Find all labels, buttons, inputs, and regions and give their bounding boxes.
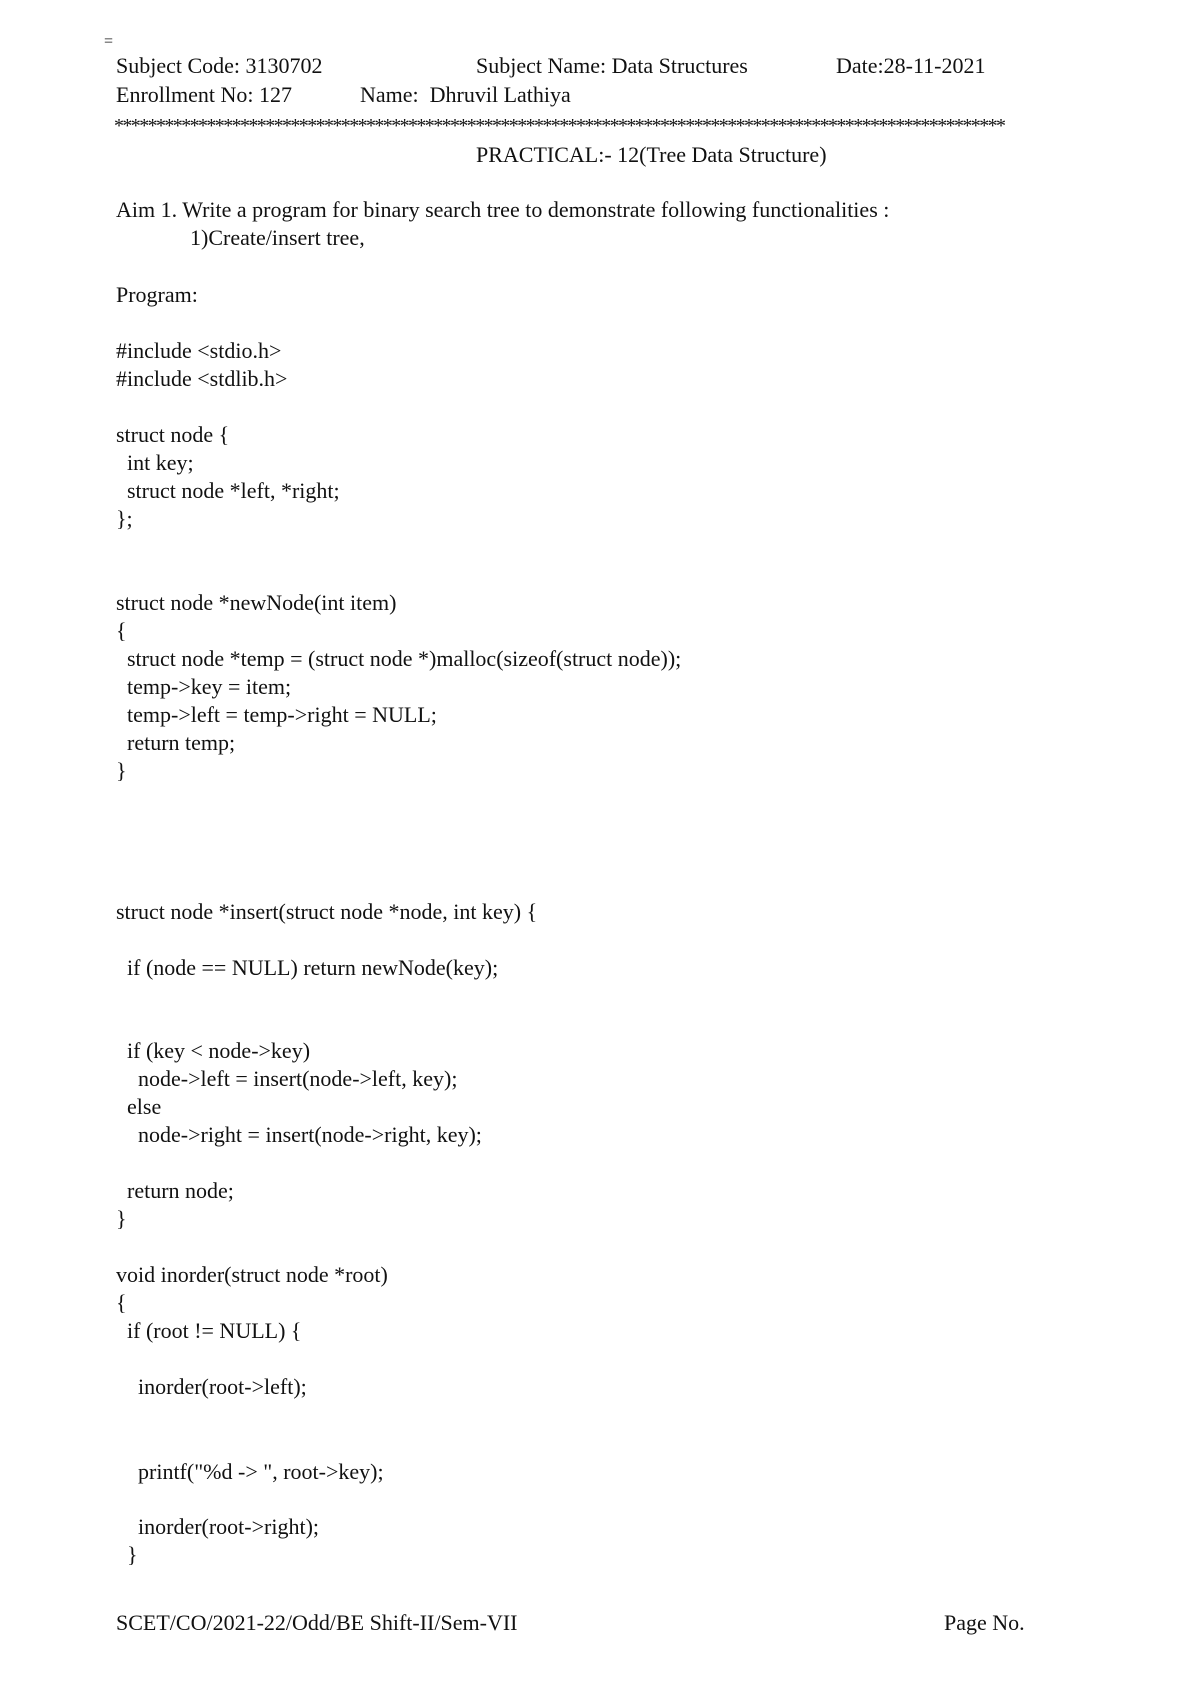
code-line: inorder(root->left); bbox=[116, 1374, 307, 1399]
code-line: return node; bbox=[116, 1178, 234, 1203]
code-line: return temp; bbox=[116, 730, 236, 755]
code-line: { bbox=[116, 618, 127, 643]
code-line: inorder(root->right); bbox=[116, 1514, 320, 1539]
code-line: } bbox=[116, 1206, 127, 1231]
code-line: if (root != NULL) { bbox=[116, 1318, 302, 1343]
code-line: } bbox=[116, 1542, 138, 1567]
code-line: temp->left = temp->right = NULL; bbox=[116, 702, 437, 727]
student-name: Name: Dhruvil Lathiya bbox=[360, 82, 571, 107]
program-label: Program: bbox=[116, 282, 198, 307]
code-line: printf("%d -> ", root->key); bbox=[116, 1459, 384, 1484]
separator-line: ********************************************************************************************************** bbox=[114, 116, 1005, 136]
enrollment-number: Enrollment No: 127 bbox=[116, 82, 292, 107]
code-line: void inorder(struct node *root) bbox=[116, 1262, 388, 1287]
code-line: #include <stdio.h> bbox=[116, 338, 282, 363]
code-line: if (node == NULL) return newNode(key); bbox=[116, 955, 499, 980]
aim-line-2: 1)Create/insert tree, bbox=[190, 225, 365, 250]
code-line: struct node *temp = (struct node *)malloc(sizeof(struct node)); bbox=[116, 646, 682, 671]
code-line: int key; bbox=[116, 450, 194, 475]
code-line: temp->key = item; bbox=[116, 674, 292, 699]
code-line: struct node { bbox=[116, 422, 230, 447]
code-line: node->right = insert(node->right, key); bbox=[116, 1122, 482, 1147]
code-line: struct node *insert(struct node *node, int key) { bbox=[116, 899, 538, 924]
subject-name: Subject Name: Data Structures bbox=[476, 53, 748, 78]
practical-title: PRACTICAL:- 12(Tree Data Structure) bbox=[476, 142, 827, 167]
aim-line-1: Aim 1. Write a program for binary search tree to demonstrate following functionalities : bbox=[116, 197, 890, 222]
footer-left: SCET/CO/2021-22/Odd/BE Shift-II/Sem-VII bbox=[116, 1610, 518, 1635]
page-number-label: Page No. bbox=[944, 1610, 1025, 1635]
corner-mark: = bbox=[104, 33, 114, 50]
code-line: } bbox=[116, 758, 127, 783]
code-line: }; bbox=[116, 506, 133, 531]
subject-code: Subject Code: 3130702 bbox=[116, 53, 323, 78]
code-line: node->left = insert(node->left, key); bbox=[116, 1066, 458, 1091]
code-line: if (key < node->key) bbox=[116, 1038, 311, 1063]
date: Date:28-11-2021 bbox=[836, 53, 986, 78]
code-line: #include <stdlib.h> bbox=[116, 366, 288, 391]
code-line: struct node *newNode(int item) bbox=[116, 590, 397, 615]
code-line: { bbox=[116, 1290, 127, 1315]
code-line: struct node *left, *right; bbox=[116, 478, 340, 503]
code-line: else bbox=[116, 1094, 162, 1119]
